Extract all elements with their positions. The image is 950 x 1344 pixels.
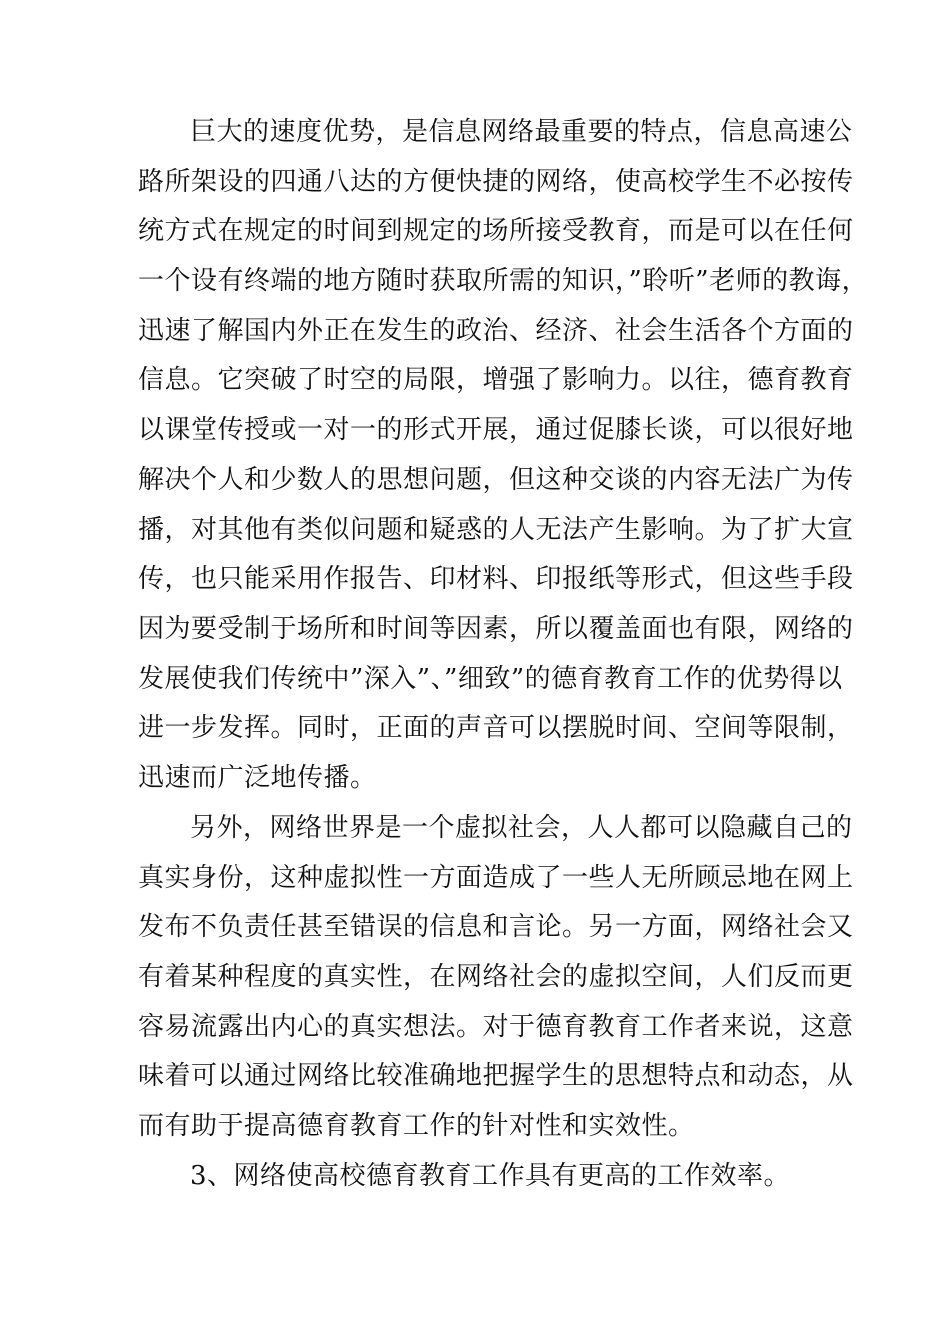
paragraph-line: 以课堂传授或一对一的形式开展，通过促膝长谈，可以很好地	[138, 415, 854, 446]
paragraph-line: 另外，网络世界是一个虚拟社会，人人都可以隐藏自己的	[190, 813, 853, 843]
paragraph-line: 统方式在规定的时间到规定的场所接受教育，而是可以在任何	[138, 216, 854, 247]
section-heading-efficiency	[138, 1152, 830, 1202]
paragraph-line: 发展使我们传统中”深入”、”细致”的德育教育工作的优势得以	[138, 663, 843, 694]
section-heading-line: 3、网络使高校德育教育工作具有更高的工作效率。	[190, 1161, 791, 1191]
paragraph-line: 而有助于提高德育教育工作的针对性和实效性。	[138, 1111, 695, 1142]
paragraph-line: 播，对其他有类似问题和疑惑的人无法产生影响。为了扩大宣	[138, 514, 854, 545]
paragraph-line: 味着可以通过网络比较准确地把握学生的思想特点和动态，从	[138, 1061, 854, 1092]
paragraph-line: 路所架设的四通八达的方便快捷的网络，使高校学生不必按传	[138, 166, 854, 197]
paragraph-line: 容易流露出内心的真实想法。对于德育教育工作者来说，这意	[138, 1011, 854, 1042]
paragraph-line: 发布不负责任甚至错误的信息和言论。另一方面，网络社会又	[138, 912, 854, 943]
paragraph-line: 迅速而广泛地传播。	[138, 762, 377, 793]
paragraph-speed-advantage	[138, 108, 869, 804]
paragraph-line: 有着某种程度的真实性，在网络社会的虚拟空间，人们反而更	[138, 962, 854, 993]
paragraph-line: 传，也只能采用作报告、印材料、印报纸等形式，但这些手段	[138, 564, 854, 595]
paragraph-line: 解决个人和少数人的思想问题，但这种交谈的内容无法广为传	[138, 464, 854, 495]
paragraph-line: 进一步发挥。同时，正面的声音可以摆脱时间、空间等限制，	[138, 713, 854, 744]
paragraph-virtual-society	[138, 804, 854, 1152]
paragraph-line: 迅速了解国内外正在发生的政治、经济、社会生活各个方面的	[138, 315, 854, 346]
paragraph-line: 因为要受制于场所和时间等因素，所以覆盖面也有限，网络的	[138, 613, 854, 644]
paragraph-line: 一个设有终端的地方随时获取所需的知识，”聆听”老师的教诲，	[138, 266, 869, 297]
paragraph-line: 巨大的速度优势，是信息网络最重要的特点，信息高速公	[190, 117, 853, 147]
paragraph-line: 信息。它突破了时空的局限，增强了影响力。以往，德育教育	[138, 365, 854, 396]
paragraph-line: 真实身份，这种虚拟性一方面造成了一些人无所顾忌地在网上	[138, 862, 854, 893]
